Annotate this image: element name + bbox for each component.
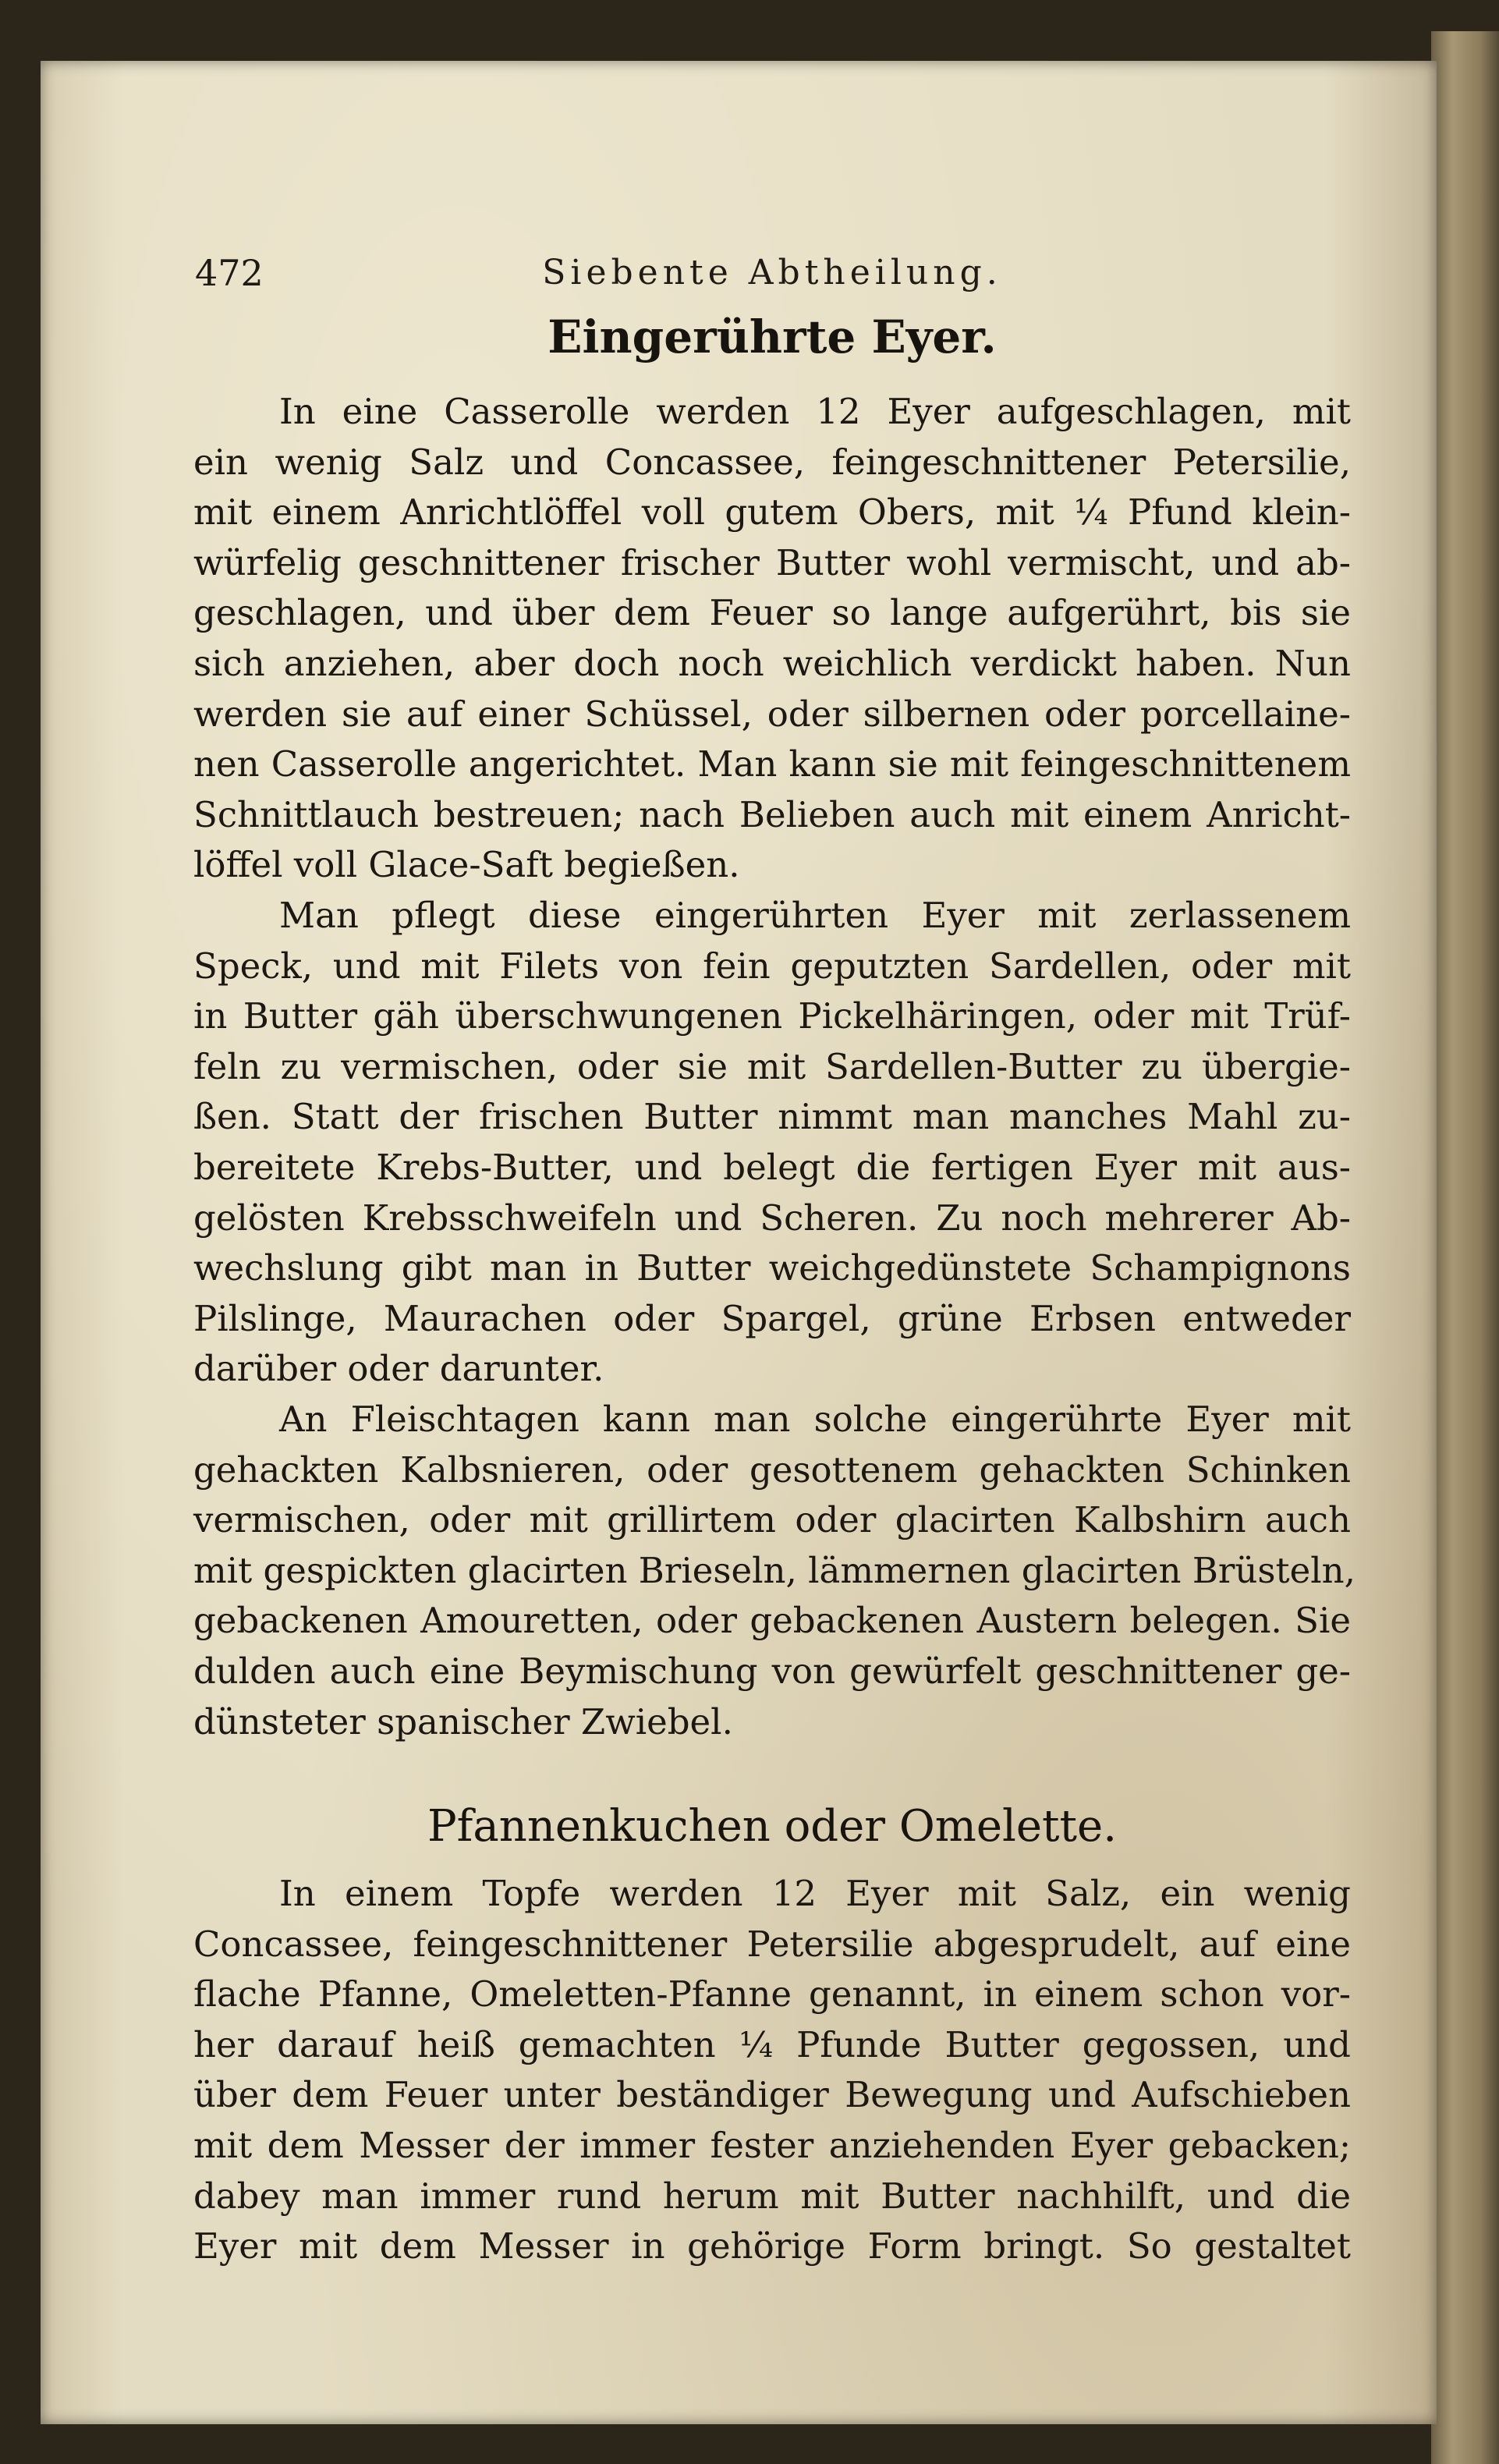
- text-line: bereitete Krebs-Butter, und belegt die fertigen Eyer mit aus-: [193, 1146, 1351, 1188]
- text-line: her darauf heiß gemachten ¼ Pfunde Butter gegossen, und: [193, 2023, 1351, 2065]
- text-line: ßen. Statt der frischen Butter nimmt man manches Mahl zu-: [193, 1096, 1351, 1138]
- running-head: Siebente Abtheilung.: [542, 253, 1002, 292]
- text-line: in Butter gäh überschwungenen Pickelhäringen, oder mit Trüf-: [193, 995, 1351, 1037]
- text-line: mit gespickten glacirten Brieseln, lämmernen glacirten Brüsteln,: [193, 1549, 1355, 1591]
- text-line: ein wenig Salz und Concassee, feingeschnittener Petersilie,: [193, 441, 1351, 483]
- text-line: dabey man immer rund herum mit Butter nachhilft, und die: [193, 2175, 1351, 2217]
- page-header: [195, 251, 1349, 298]
- text-line: Concassee, feingeschnittener Petersilie abgesprudelt, auf eine: [193, 1923, 1351, 1965]
- text-line: nen Casserolle angerichtet. Man kann sie mit feingeschnittenem: [193, 743, 1351, 785]
- text-line: vermischen, oder mit grillirtem oder glacirten Kalbshirn auch: [193, 1499, 1351, 1541]
- text-line: gebackenen Amouretten, oder gebackenen Austern belegen. Sie: [193, 1600, 1351, 1642]
- text-line: gehackten Kalbsnieren, oder gesottenem gehackten Schinken: [193, 1448, 1351, 1491]
- text-line: würfelig geschnittener frischer Butter wohl vermischt, und ab-: [193, 541, 1351, 583]
- text-line: geschlagen, und über dem Feuer so lange aufgerührt, bis sie: [193, 592, 1351, 634]
- section1-paragraph-3: [193, 1395, 1355, 1747]
- text-line: In eine Casserolle werden 12 Eyer aufgeschlagen, mit: [279, 391, 1351, 432]
- section1-paragraph-1: [193, 387, 1351, 891]
- text-line: dulden auch eine Beymischung von gewürfelt geschnittener ge-: [193, 1650, 1351, 1692]
- text-line: sich anziehen, aber doch noch weichlich verdickt haben. Nun: [193, 642, 1351, 684]
- text-line: dünsteter spanischer Zwiebel.: [193, 1700, 733, 1743]
- text-line: flache Pfanne, Omeletten-Pfanne genannt, in einem schon vor-: [193, 1973, 1351, 2016]
- text-line: wechslung gibt man in Butter weichgedünstete Schampignons: [193, 1247, 1351, 1289]
- section-title-eingeruehrte-eyer: Eingerührte Eyer.: [548, 310, 997, 363]
- text-line: gelösten Krebsschweifeln und Scheren. Zu noch mehrerer Ab-: [193, 1197, 1351, 1239]
- book-edge: [1431, 31, 1499, 2464]
- text-line: feln zu vermischen, oder sie mit Sardellen-Butter zu übergie-: [193, 1045, 1351, 1087]
- text-line: werden sie auf einer Schüssel, oder silbernen oder porcellaine-: [193, 693, 1351, 735]
- text-line: Pilslinge, Maurachen oder Spargel, grüne Erbsen entweder: [193, 1297, 1351, 1339]
- text-line: An Fleischtagen kann man solche eingerührte Eyer mit: [279, 1399, 1351, 1440]
- section2-paragraph-1: [193, 1869, 1351, 2272]
- text-line: Eyer mit dem Messer in gehörige Form bringt. So gestaltet: [193, 2225, 1351, 2267]
- text-line: Speck, und mit Filets von fein geputzten Sardellen, oder mit: [193, 945, 1351, 987]
- text-line: In einem Topfe werden 12 Eyer mit Salz, ein wenig: [279, 1873, 1351, 1914]
- text-line: löffel voll Glace-Saft begießen.: [193, 844, 740, 886]
- section-title-pfannenkuchen: Pfannenkuchen oder Omelette.: [427, 1801, 1117, 1852]
- text-line: mit dem Messer der immer fester anziehenden Eyer gebacken;: [193, 2124, 1351, 2166]
- text-line: Schnittlauch bestreuen; nach Belieben auch mit einem Anricht-: [193, 793, 1351, 835]
- text-line: Man pflegt diese eingerührten Eyer mit zerlassenem: [279, 895, 1351, 936]
- section1-paragraph-2: [193, 891, 1351, 1395]
- text-line: über dem Feuer unter beständiger Bewegung und Aufschieben: [193, 2074, 1351, 2116]
- text-line: darüber oder darunter.: [193, 1348, 604, 1390]
- text-line: mit einem Anrichtlöffel voll gutem Obers, mit ¼ Pfund klein-: [193, 491, 1351, 534]
- page-number: 472: [195, 252, 264, 294]
